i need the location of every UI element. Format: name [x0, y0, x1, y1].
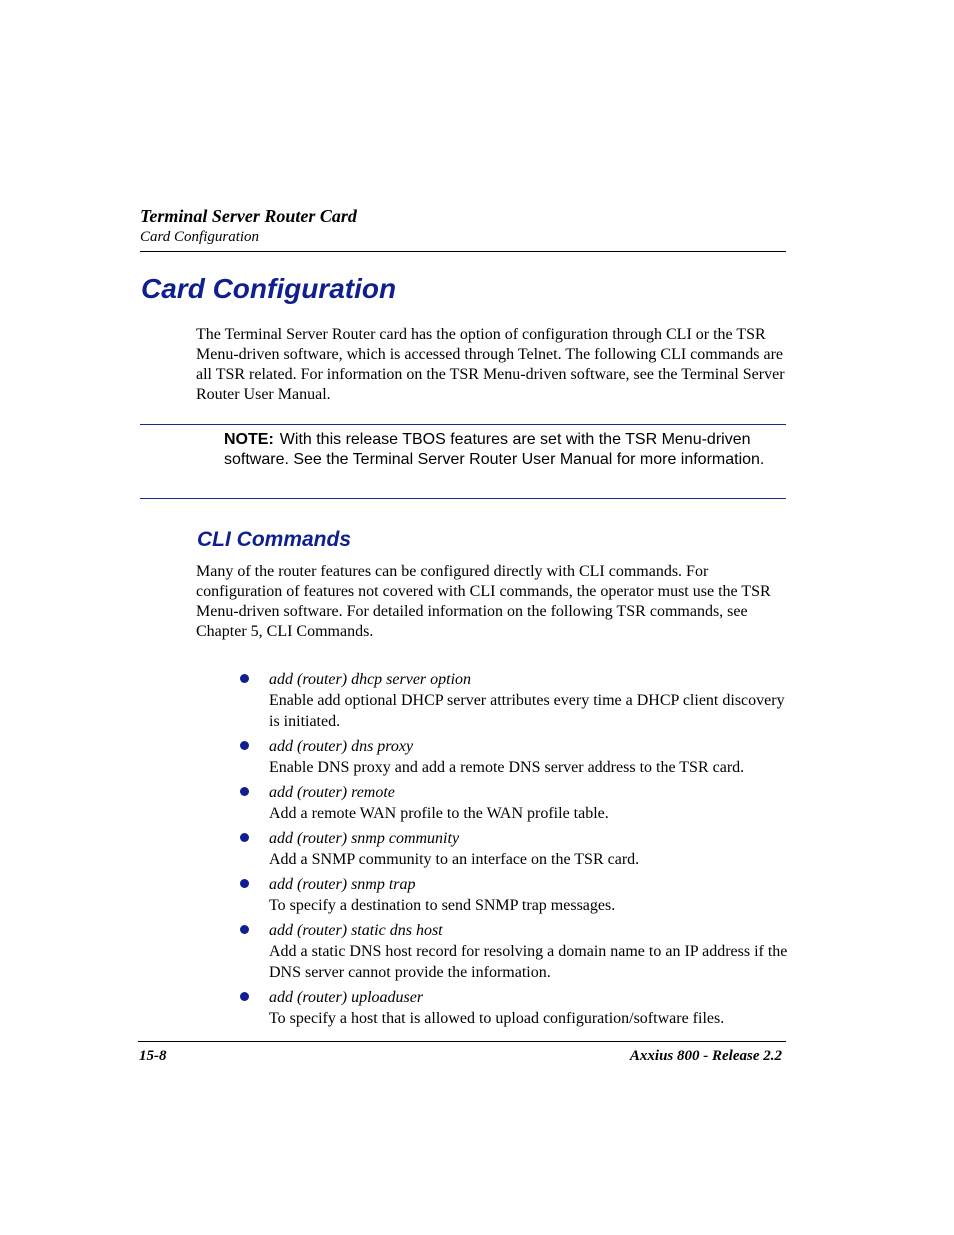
list-item — [236, 920, 796, 983]
list-item — [236, 828, 796, 870]
bullet-icon — [240, 787, 249, 796]
list-item — [236, 782, 796, 824]
note-divider-top — [140, 424, 786, 425]
bullet-icon — [240, 992, 249, 1001]
section-title: CLI Commands — [197, 528, 352, 551]
page-title: Card Configuration — [141, 273, 397, 304]
product-release: Axxius 800 - Release 2.2 — [629, 1048, 782, 1064]
command-name: add (router) static dns host — [269, 922, 443, 939]
note-text: With this release TBOS features are set with the TSR Menu-driven software. See the Terminal Server Router User Manual for more information. — [224, 431, 765, 468]
command-description: To specify a host that is allowed to upload configuration/software files. — [269, 1010, 725, 1027]
list-item — [236, 736, 796, 778]
command-name: add (router) snmp trap — [269, 876, 416, 893]
intro-paragraph: The Terminal Server Router card has the option of configuration through CLI or the TSR Menu-driven software, which is accessed through Telnet. The following CLI commands are all TSR related. For information on the TSR Menu-driven software, see the Terminal Server Router User Manual. — [196, 326, 785, 403]
command-description: Add a static DNS host record for resolving a domain name to an IP address if the DNS server cannot provide the information. — [269, 943, 788, 981]
footer-divider — [138, 1041, 786, 1042]
running-header-title: Terminal Server Router Card — [140, 206, 357, 226]
note-divider-bottom — [140, 498, 786, 499]
command-description: Add a SNMP community to an interface on the TSR card. — [269, 851, 640, 868]
list-item — [236, 669, 796, 732]
command-description: Enable DNS proxy and add a remote DNS server address to the TSR card. — [269, 759, 745, 776]
command-description: To specify a destination to send SNMP trap messages. — [269, 897, 616, 914]
note-label: NOTE: — [224, 431, 274, 448]
note-box — [224, 430, 786, 470]
page-number: 15-8 — [139, 1048, 167, 1064]
bullet-icon — [240, 925, 249, 934]
running-header-subtitle: Card Configuration — [140, 229, 260, 245]
command-list — [236, 669, 796, 1033]
bullet-icon — [240, 833, 249, 842]
bullet-icon — [240, 879, 249, 888]
command-name: add (router) remote — [269, 784, 395, 801]
section-paragraph: Many of the router features can be configured directly with CLI commands. For configuration of features not covered with CLI commands, the operator must use the TSR Menu-driven software. For detailed information on the following TSR commands, see Chapter 5, CLI Commands. — [196, 563, 771, 640]
command-name: add (router) dhcp server option — [269, 671, 472, 688]
command-name: add (router) snmp community — [269, 830, 460, 847]
command-description: Enable add optional DHCP server attributes every time a DHCP client discovery is initiated. — [269, 692, 785, 730]
header-divider — [140, 251, 786, 252]
bullet-icon — [240, 674, 249, 683]
command-description: Add a remote WAN profile to the WAN profile table. — [269, 805, 609, 822]
command-name: add (router) uploaduser — [269, 989, 424, 1006]
list-item — [236, 874, 796, 916]
list-item — [236, 987, 796, 1029]
bullet-icon — [240, 741, 249, 750]
command-name: add (router) dns proxy — [269, 738, 414, 755]
